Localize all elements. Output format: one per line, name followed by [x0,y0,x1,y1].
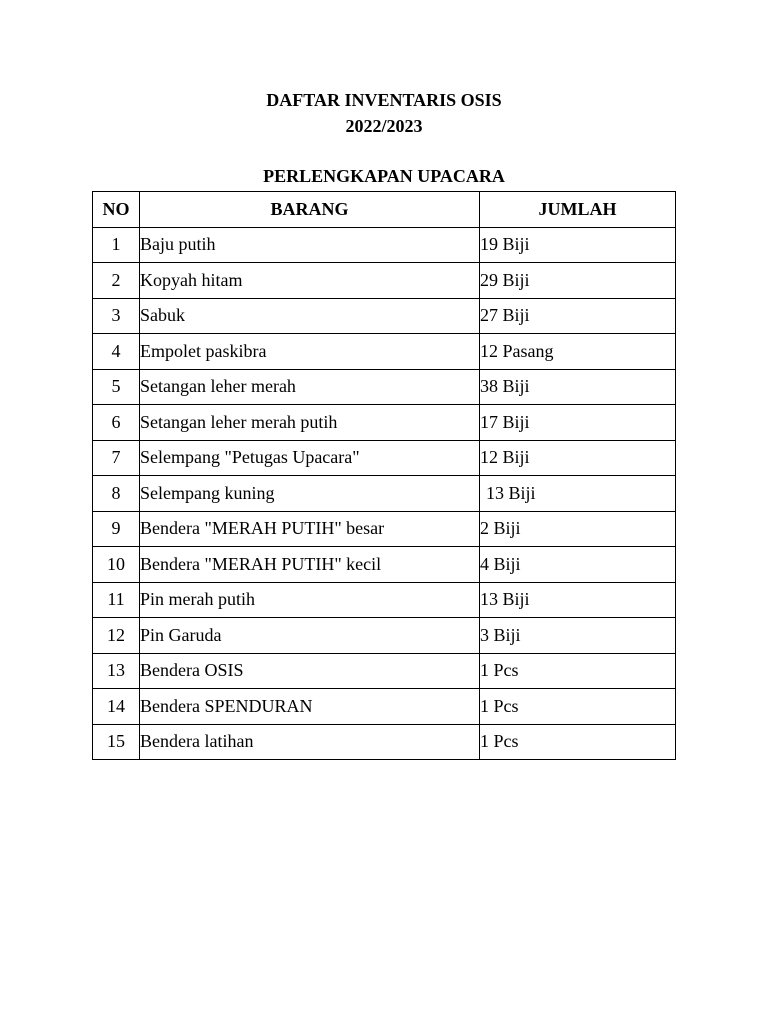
cell-no: 4 [93,334,140,370]
cell-jumlah: 19 Biji [480,227,676,263]
cell-barang: Setangan leher merah [140,369,480,405]
cell-jumlah: 13 Biji [480,582,676,618]
cell-barang: Empolet paskibra [140,334,480,370]
cell-barang: Pin merah putih [140,582,480,618]
table-header-row [93,192,676,228]
cell-no: 5 [93,369,140,405]
cell-no: 3 [93,298,140,334]
cell-jumlah: 1 Pcs [480,689,676,725]
cell-barang: Kopyah hitam [140,263,480,299]
cell-no: 15 [93,724,140,760]
header-barang: BARANG [140,192,480,228]
table-row [93,653,676,689]
table-row [93,263,676,299]
inventory-table [92,191,676,760]
cell-no: 6 [93,405,140,441]
cell-barang: Bendera "MERAH PUTIH" besar [140,511,480,547]
document-title: DAFTAR INVENTARIS OSIS [266,90,502,110]
table-row [93,440,676,476]
cell-no: 9 [93,511,140,547]
table-row [93,582,676,618]
table-row [93,369,676,405]
cell-barang: Selempang "Petugas Upacara" [140,440,480,476]
cell-jumlah: 13 Biji [480,476,676,512]
table-row [93,618,676,654]
table-row [93,689,676,725]
cell-barang: Bendera OSIS [140,653,480,689]
cell-no: 2 [93,263,140,299]
cell-barang: Selempang kuning [140,476,480,512]
cell-barang: Sabuk [140,298,480,334]
cell-jumlah: 3 Biji [480,618,676,654]
cell-barang: Setangan leher merah putih [140,405,480,441]
cell-jumlah: 29 Biji [480,263,676,299]
cell-no: 10 [93,547,140,583]
table-row [93,405,676,441]
cell-jumlah: 12 Pasang [480,334,676,370]
table-row [93,476,676,512]
cell-no: 13 [93,653,140,689]
cell-no: 11 [93,582,140,618]
table-row [93,227,676,263]
cell-barang: Bendera SPENDURAN [140,689,480,725]
cell-jumlah: 2 Biji [480,511,676,547]
cell-no: 8 [93,476,140,512]
table-row [93,547,676,583]
header-jumlah: JUMLAH [480,192,676,228]
cell-no: 1 [93,227,140,263]
table-row [93,511,676,547]
table-row [93,298,676,334]
cell-jumlah: 17 Biji [480,405,676,441]
cell-jumlah: 4 Biji [480,547,676,583]
cell-jumlah: 1 Pcs [480,653,676,689]
table-row [93,334,676,370]
table-row [93,724,676,760]
section-title: PERLENGKAPAN UPACARA [263,166,505,186]
cell-barang: Bendera "MERAH PUTIH" kecil [140,547,480,583]
cell-barang: Pin Garuda [140,618,480,654]
cell-barang: Bendera latihan [140,724,480,760]
cell-jumlah: 38 Biji [480,369,676,405]
cell-no: 12 [93,618,140,654]
header-no: NO [93,192,140,228]
document-year: 2022/2023 [345,116,423,136]
cell-no: 14 [93,689,140,725]
cell-jumlah: 27 Biji [480,298,676,334]
cell-jumlah: 1 Pcs [480,724,676,760]
cell-no: 7 [93,440,140,476]
cell-jumlah: 12 Biji [480,440,676,476]
cell-barang: Baju putih [140,227,480,263]
